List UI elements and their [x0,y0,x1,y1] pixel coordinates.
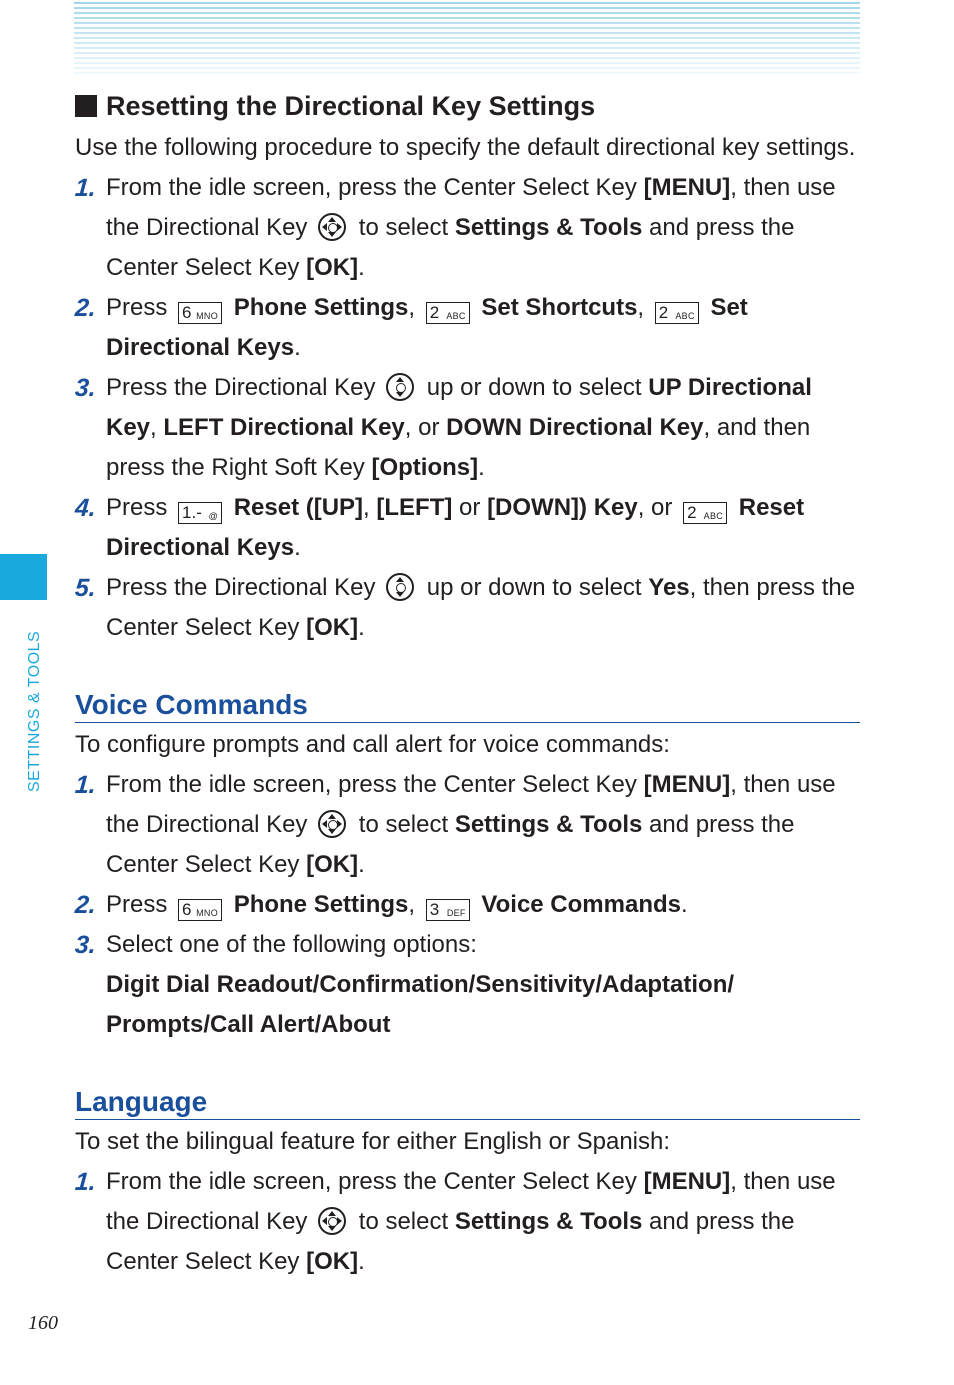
step-text: , [408,294,422,321]
list-item [75,368,860,488]
step-text: , [363,494,377,521]
step-bold: [LEFT] [376,494,453,521]
step-text: and press the Center Select Key [106,1208,795,1275]
step-number: 2. [74,891,97,919]
step-bold: [OK] [306,254,359,281]
step-text: or [452,494,488,521]
step-bold: LEFT Directional Key [163,414,405,441]
step-text: up or down to select [420,374,649,401]
step-text: , or [637,494,680,521]
step-bold: DOWN Directional Key [446,414,704,441]
step-bold: Yes [648,574,690,601]
step-bold: Phone Settings [233,294,409,321]
directional-key-icon [318,1207,346,1235]
step-text: Press [106,494,175,521]
step-text: , and then press the Right Soft Key [106,414,811,481]
step-text: From the idle screen, press the Center Select Key [106,1168,644,1195]
step-text: Press [106,891,175,918]
step-text: From the idle screen, press the Center Select Key [106,771,644,798]
keypad-2-icon: 2 ABC [655,302,699,324]
language-steps-list [75,1162,860,1282]
step-text: Press the Directional Key [106,574,383,601]
step-bold: Settings & Tools [454,811,643,838]
section-title-reset [75,84,860,128]
reset-steps-list [75,168,860,648]
step-bold: Phone Settings [233,891,409,918]
list-item [75,288,860,368]
step-text: , [637,294,651,321]
list-item [75,885,860,925]
section-intro: To configure prompts and call alert for voice commands: [75,731,670,758]
keypad-2-icon: 2 ABC [683,502,727,524]
page-number: 160 [28,1312,58,1334]
step-number: 3. [74,931,97,959]
keypad-6-icon: 6 MNO [178,302,222,324]
step-bold: [OK] [306,1248,359,1275]
step-text: Select one of the following options: [106,931,477,958]
step-bold: Set Directional Keys [106,294,748,361]
keypad-1-icon: 1.- @ [178,502,222,524]
step-text: and press the Center Select Key [106,811,795,878]
section-intro: To set the bilingual feature for either English or Spanish: [75,1128,671,1155]
step-text: . [358,851,365,878]
directional-key-updown-icon [386,573,414,601]
step-bold: [MENU] [643,1168,731,1195]
keypad-3-icon: 3 DEF [426,899,470,921]
step-text: . [681,891,688,918]
step-bold: [DOWN]) Key [487,494,638,521]
step-text: , then press the Center Select Key [106,574,856,641]
heading-voice-commands: Voice Commands [75,686,860,723]
list-item [75,1162,860,1282]
step-bold: UP Directional Key [106,374,812,441]
step-bold: Reset Directional Keys [106,494,805,561]
keypad-2-icon: 2 ABC [426,302,470,324]
step-text: and press the Center Select Key [106,214,795,281]
step-bold: [OK] [306,614,359,641]
step-number: 1. [74,1168,97,1196]
step-number: 4. [74,494,97,522]
page-content [75,84,860,1282]
step-text: Press [106,294,175,321]
list-item [75,488,860,568]
step-text: , then use the Directional Key [106,174,836,241]
section-title-text: Resetting the Directional Key Settings [106,91,596,121]
step-text: , [150,414,164,441]
heading-language: Language [75,1083,860,1120]
chapter-tab-marker [0,554,47,600]
list-item [75,925,860,1045]
step-text: up or down to select [420,574,649,601]
step-bold: Reset ([UP] [233,494,364,521]
step-text: From the idle screen, press the Center Select Key [106,174,644,201]
list-item [75,568,860,648]
step-bold: [OK] [306,851,359,878]
step-bold: Settings & Tools [454,1208,643,1235]
step-bold: Set Shortcuts [481,294,638,321]
step-text: , then use the Directional Key [106,1168,836,1235]
step-text: . [294,334,301,361]
step-number: 1. [74,771,97,799]
list-item [75,765,860,885]
step-bold: Voice Commands [481,891,681,918]
step-number: 3. [74,374,97,402]
step-text: , [408,891,422,918]
directional-key-icon [318,810,346,838]
step-text: to select [352,811,455,838]
voice-steps-list [75,765,860,1045]
step-text: , or [404,414,447,441]
section-intro: Use the following procedure to specify the default directional key settings. [75,134,856,161]
directional-key-updown-icon [386,373,414,401]
list-item [75,168,860,288]
step-text: , then use the Directional Key [106,771,836,838]
step-bold: Settings & Tools [454,214,643,241]
step-text: to select [352,214,455,241]
square-bullet-icon [75,95,97,117]
chapter-side-label: SETTINGS & TOOLS [26,630,43,792]
step-text: to select [352,1208,455,1235]
step-number: 2. [74,294,97,322]
step-text: . [294,534,301,561]
header-stripe-band [74,2,860,74]
step-text: . [478,454,485,481]
step-text: . [358,1248,365,1275]
step-bold: [Options] [371,454,479,481]
step-number: 1. [74,174,97,202]
step-bold: [MENU] [643,174,731,201]
options-list-text: Digit Dial Readout/Confirmation/Sensitivity/Adaptation/ Prompts/Call Alert/About [106,971,735,1038]
keypad-6-icon: 6 MNO [178,899,222,921]
step-bold: [MENU] [643,771,731,798]
directional-key-icon [318,213,346,241]
step-text: . [358,614,365,641]
step-text: Press the Directional Key [106,374,383,401]
step-text: . [358,254,365,281]
step-number: 5. [74,574,97,602]
